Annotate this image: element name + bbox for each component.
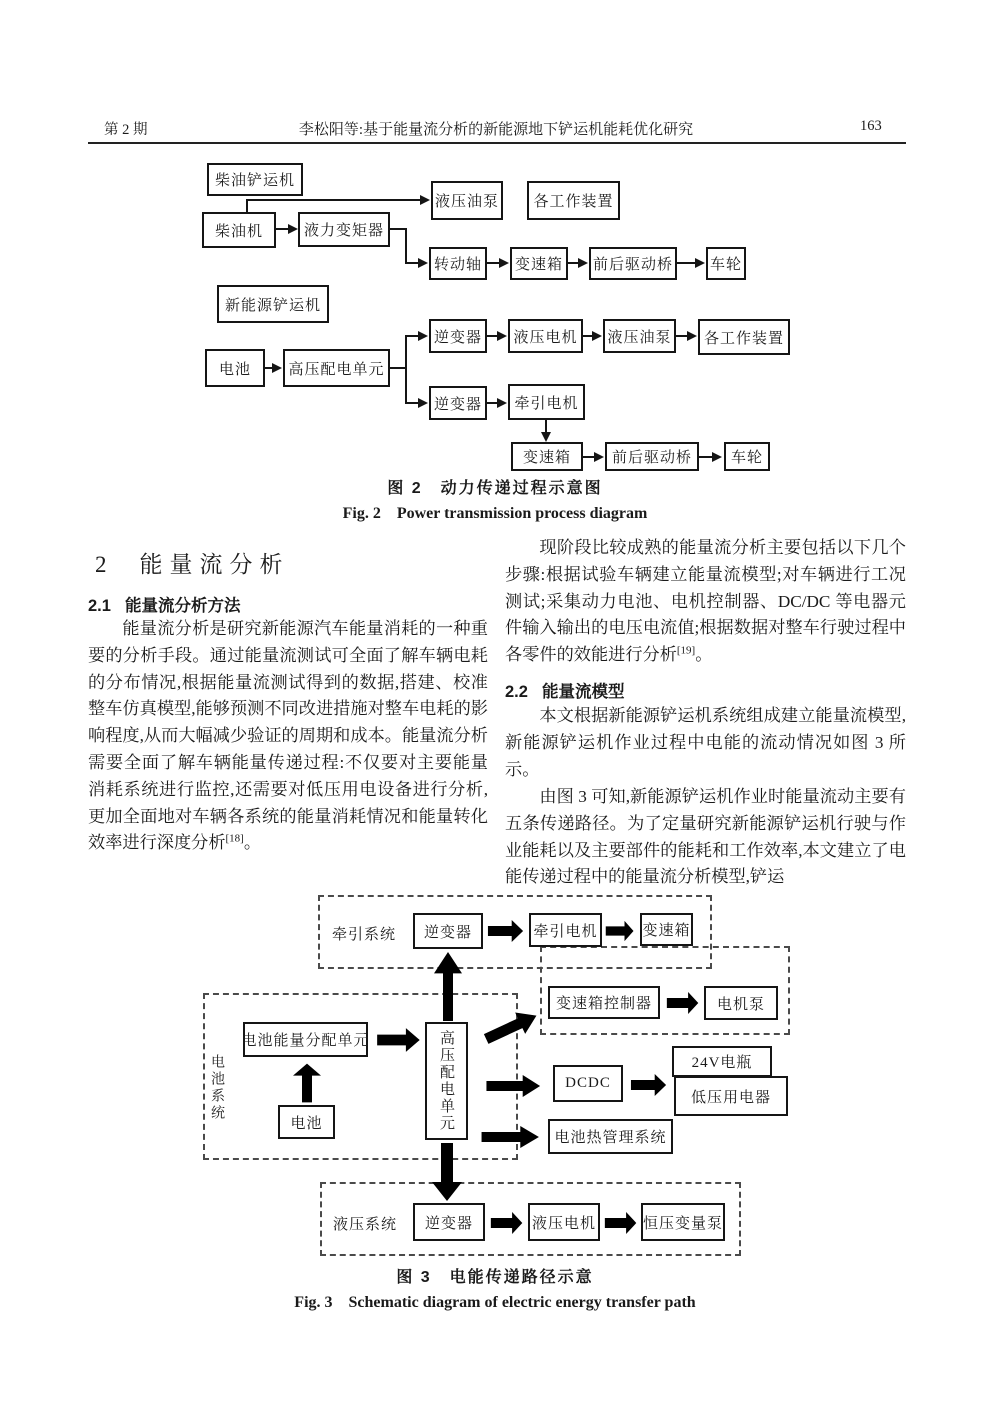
fig2-box-torque-converter: 液力变矩器 [298,212,390,247]
connector [246,199,421,201]
block-arrow-right [480,1124,542,1150]
fig3-box-gearbox-controller: 变速箱控制器 [548,986,660,1019]
fig3-battery-system-box [203,993,518,1160]
connector [677,262,695,264]
connector [405,262,419,264]
fig3-box-motor-pump: 电机泵 [704,986,778,1020]
fig2-box-drive-shaft: 转动轴 [429,247,487,280]
block-arrow-up [433,951,463,1022]
fig3-box-lv-devices: 低压用电器 [674,1076,788,1116]
fig3-label-battery-system: 电池系统 [209,1054,224,1122]
connector [568,262,578,264]
fig3-box-gearbox: 变速箱 [640,913,693,946]
connector-arrowhead [418,331,428,341]
fig2-box-wheel-1: 车轮 [706,247,746,280]
fig2-box-hv-unit: 高压配电单元 [283,349,390,387]
fig3-box-dcdc: DCDC [553,1065,623,1102]
paragraph-right-b: 本文根据新能源铲运机系统组成建立能量流模型,新能源铲运机作业过程中电能的流动情况如图 3 所示。 [505,706,906,779]
connector-arrowhead [272,363,282,373]
connector [583,456,594,458]
block-arrow-right [604,1210,638,1236]
fig2-box-hyd-motor: 液压电机 [508,319,583,353]
fig2-box-work-devices-1: 各工作装置 [527,181,620,220]
fig3-box-hv-unit: 高压配电单元 [425,1022,468,1140]
fig3-box-battery: 电池 [278,1105,335,1139]
section-2-1-heading [88,592,240,616]
connector [405,335,418,337]
block-arrow-right [490,1210,524,1236]
fig2-box-gearbox-1: 变速箱 [510,247,568,280]
fig3-box-hyd-motor: 液压电机 [528,1203,600,1241]
paragraph-text: 。 [243,833,262,853]
fig3-caption-en: Fig. 3 Schematic diagram of electric energy transfer path [294,1294,696,1311]
connector-arrowhead [497,398,507,408]
fig2-box-hyd-pump-1: 液压油泵 [431,181,503,220]
fig2-box-axle-1: 前后驱动桥 [589,247,677,280]
fig2-box-axle-2: 前后驱动桥 [605,442,699,471]
fig2-caption-en: Fig. 2 Power transmission process diagram [342,505,648,522]
connector [699,456,713,458]
connector-arrowhead [592,331,602,341]
block-arrow-right [666,990,700,1016]
fig2-caption-zh: 图 2 动力传递过程示意图 [387,480,603,497]
fig3-box-traction-motor: 牵引电机 [529,913,602,947]
fig2-box-inverter-2: 逆变器 [429,386,487,420]
header-issue: 第 2 期 [104,122,148,138]
connector-arrowhead [497,331,507,341]
fig3-box-energy-dist-unit: 电池能量分配单元 [243,1022,368,1057]
section-2-title: 能量流分析 [139,552,290,577]
fig3-box-pump: 恒压变量泵 [641,1203,725,1241]
paragraph-right-a [505,535,906,669]
section-2-2-heading [505,678,624,702]
block-arrow-right [605,919,635,943]
citation-ref-18: [18] [225,832,244,845]
connector [246,200,248,212]
section-2-1-number: 2.1 [88,597,111,615]
fig2-box-diesel-lhd: 柴油铲运机 [207,163,303,196]
section-2-2-title: 能量流模型 [541,683,625,701]
fig3-box-inverter-traction: 逆变器 [413,913,483,949]
connector-arrowhead [499,258,509,268]
fig2-box-inverter-1: 逆变器 [429,319,487,353]
connector [405,402,418,404]
block-arrow-down [431,1142,463,1202]
fig2-box-wheel-2: 车轮 [724,442,770,471]
connector-arrowhead [420,195,430,205]
section-2-1-title: 能量流分析方法 [124,597,241,615]
connector-arrowhead [695,258,705,268]
fig3-label-traction-system: 牵引系统 [332,927,397,943]
connector [487,262,499,264]
header-page-number: 163 [860,118,882,134]
block-arrow-right [485,1073,543,1099]
fig2-box-diesel-engine: 柴油机 [202,212,276,248]
block-arrow-right [487,918,525,944]
paragraph-text: 现阶段比较成熟的能量流分析主要包括以下几个步骤:根据试验车辆建立能量流模型;对车辆进行工况测试;采集动力电池、电机控制器、DC/DC 等电器元件输入输出的电压电流值;根据数据对整车行驶过程中各零件的效能进行分析 [505,538,906,665]
connector [405,335,407,403]
connector-arrowhead [578,258,588,268]
connector-arrowhead [288,224,298,234]
block-arrow-up [292,1063,322,1103]
connector-arrowhead [594,452,604,462]
section-2-2-number: 2.2 [505,683,528,701]
connector-arrowhead [541,432,551,442]
connector [405,228,407,263]
citation-ref-19: [19] [676,644,696,657]
fig2-box-hyd-pump-2: 液压油泵 [603,319,676,353]
fig2-box-traction-motor: 牵引电机 [508,384,585,420]
paragraph-text: 能量流分析是研究新能源汽车能量消耗的一种重要的分析手段。通过能量流测试可全面了解车辆电耗的分布情况,根据能量流测试得到的数据,搭建、校准整车仿真模型,能够预测不同改进措施对整车电耗的影响程度,从而大幅减少验证的周期和成本。能量流分析需要全面了解车辆能量传递过程:不仅要对主要能量消耗系统进行监控,还需要对低压用电设备进行分析,更加全面地对车辆各系统的能量消耗情况和能量转化效率进行深度分析 [88,619,488,853]
section-2-number: 2 [95,552,114,577]
fig2-box-gearbox-2: 变速箱 [511,442,583,471]
fig2-box-nev-lhd: 新能源铲运机 [217,285,329,323]
header-rule [88,142,906,144]
paragraph-right-c: 由图 3 可知,新能源铲运机作业时能量流动主要有五条传递路径。为了定量研究新能源铲运机行驶与作业能耗以及主要部件的能耗和工作效率,本文建立了电能传递过程中的能量流分析模型,铲运 [505,787,906,887]
block-arrow-right [630,1072,668,1098]
fig3-label-hydraulic-system: 液压系统 [333,1217,398,1233]
fig2-box-battery: 电池 [205,349,265,387]
fig3-box-24v-battery: 24V电瓶 [672,1046,772,1077]
fig2-box-work-devices-2: 各工作装置 [698,319,790,355]
block-arrow-right [376,1026,422,1054]
fig3-box-thermal-system: 电池热管理系统 [548,1119,673,1154]
header-running-title: 李松阳等:基于能量流分析的新能源地下铲运机能耗优化研究 [298,122,694,138]
connector-arrowhead [687,331,697,341]
section-2-heading [95,546,290,579]
fig3-box-inverter-hydraulic: 逆变器 [413,1203,485,1241]
paragraph-text: 。 [695,645,713,665]
paragraph-2-1 [88,616,488,857]
fig3-caption-zh: 图 3 电能传递路径示意 [396,1269,594,1286]
connector-arrowhead [418,398,428,408]
connector-arrowhead [712,452,722,462]
connector-arrowhead [418,258,428,268]
connector [276,228,288,230]
